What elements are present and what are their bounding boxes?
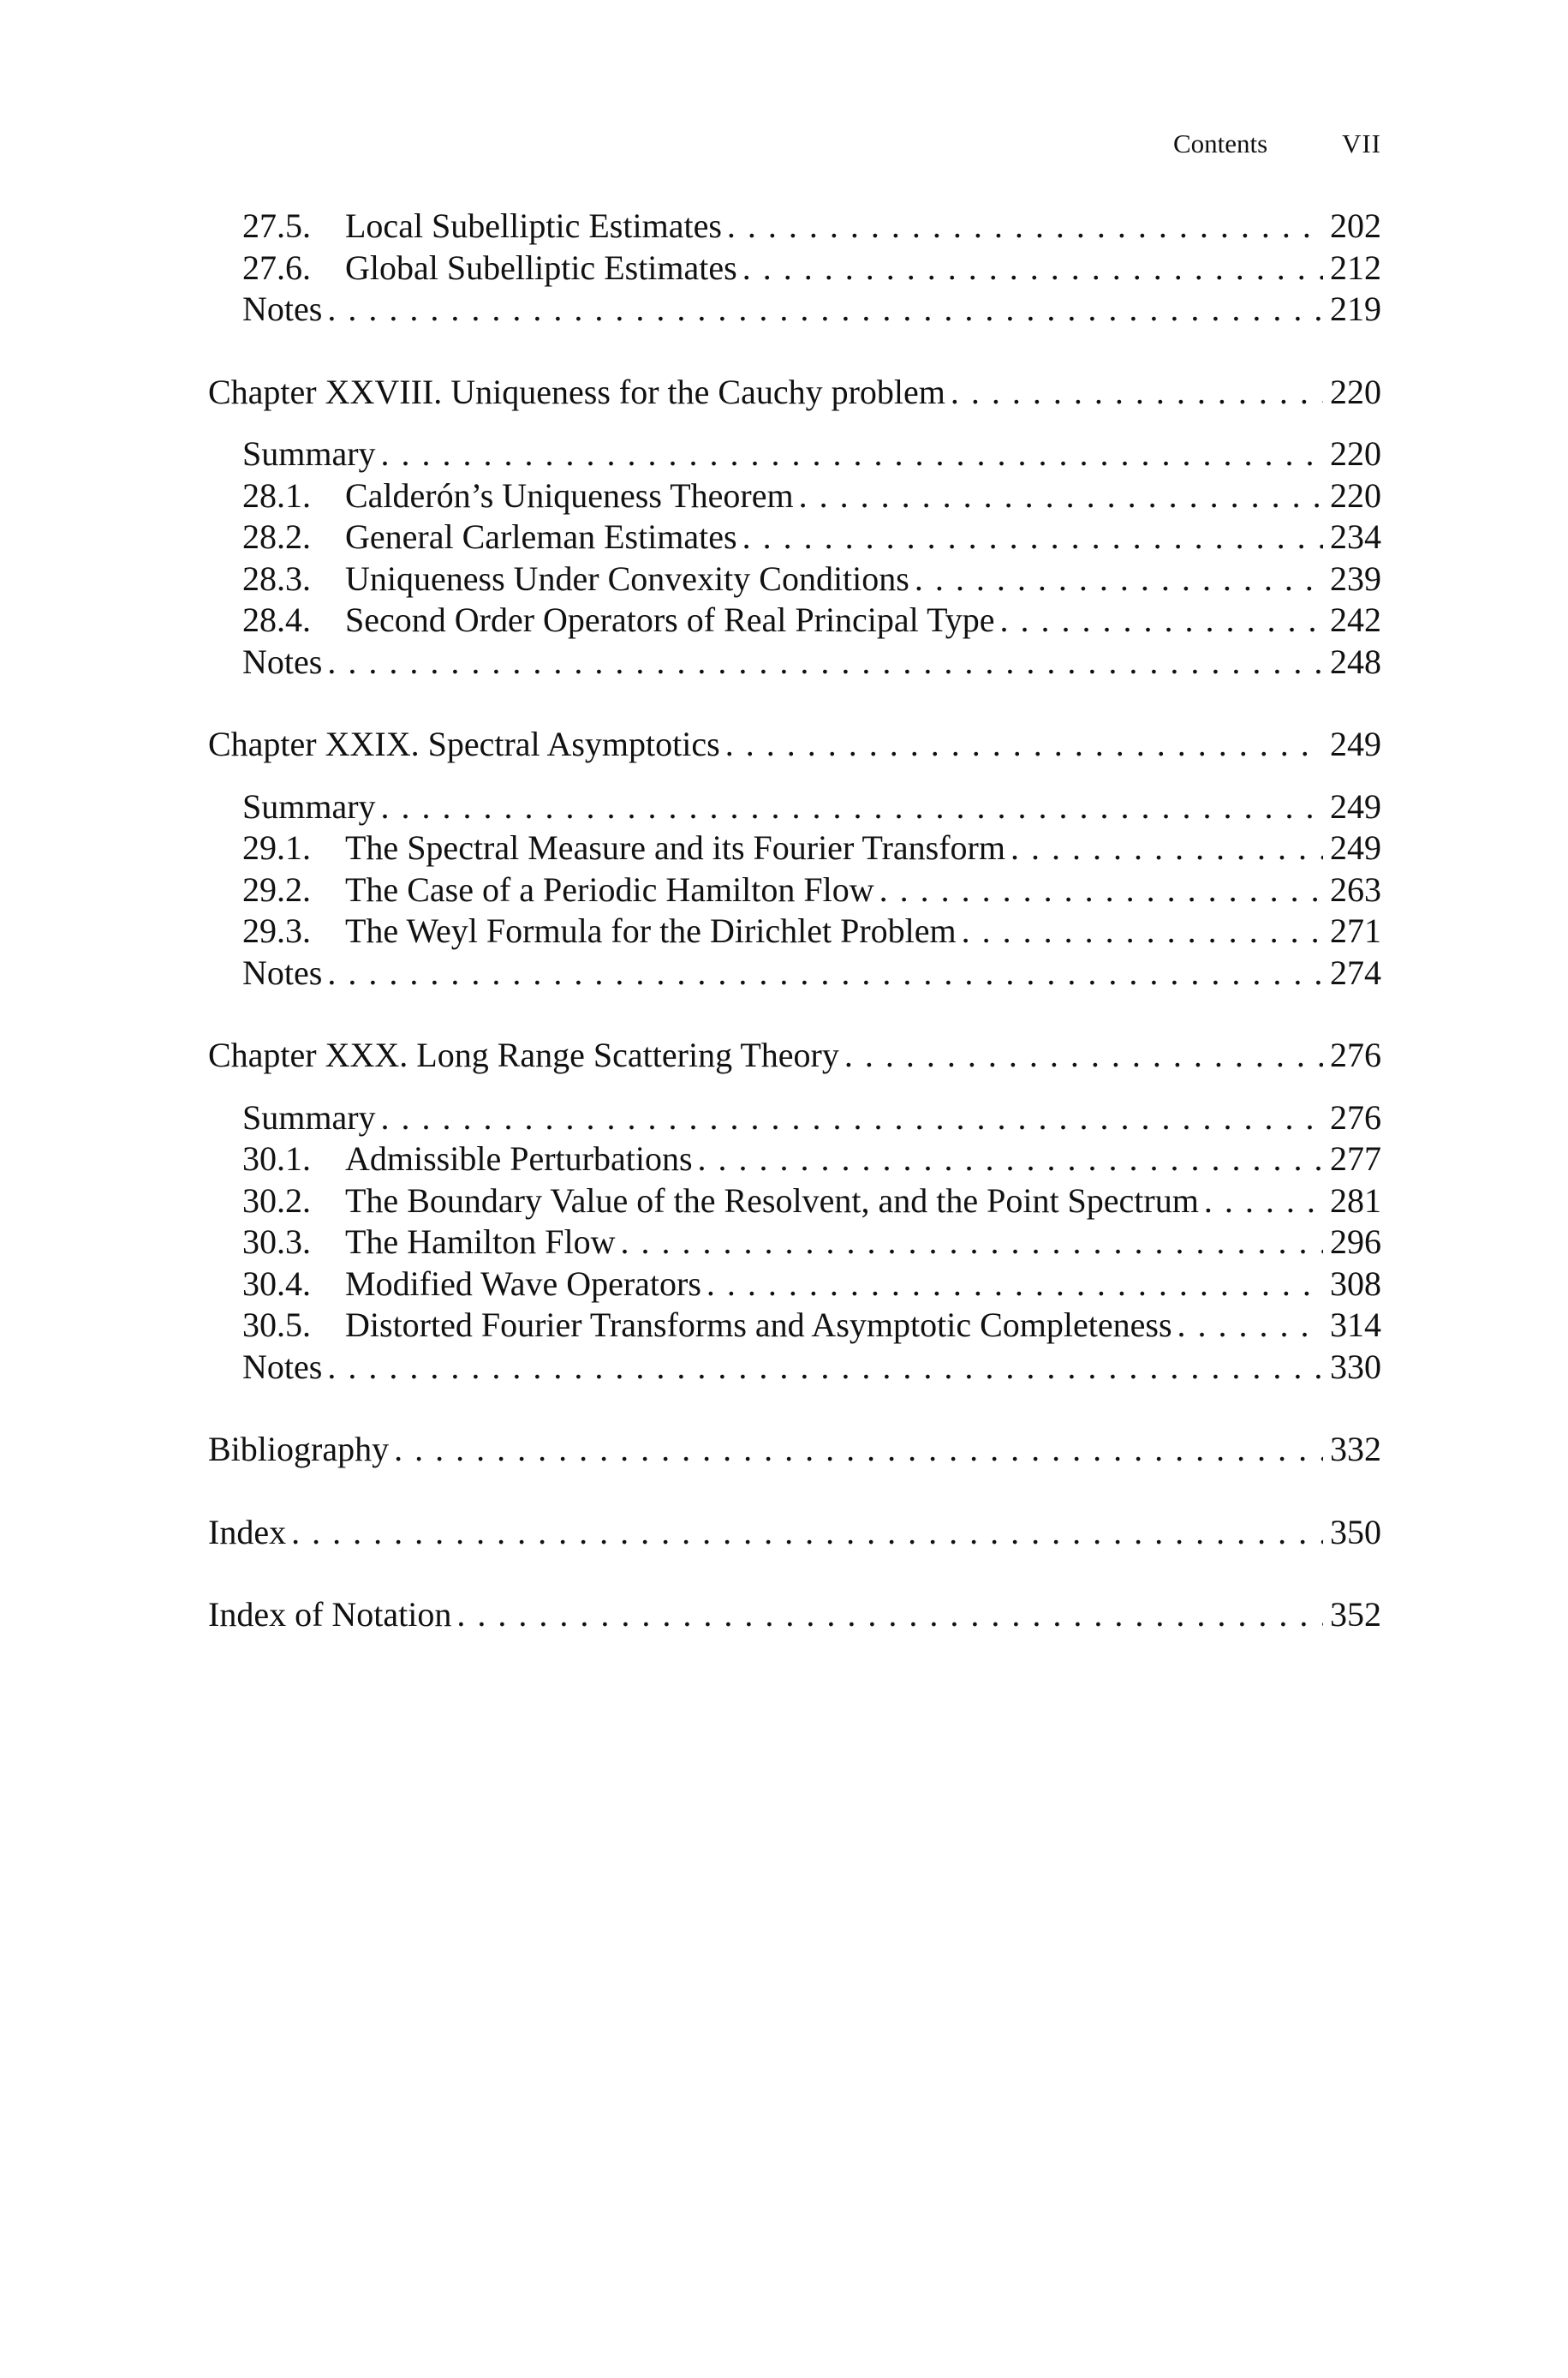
toc-chapter-page: 350 [1330, 1512, 1381, 1551]
toc-entry-title: The Case of a Periodic Hamilton Flow [345, 869, 874, 909]
toc-entry-number: 29.2. [242, 869, 311, 909]
toc-entry-page: 249 [1330, 828, 1381, 867]
toc-entry[interactable] [208, 1138, 1381, 1180]
table-of-contents [208, 206, 1381, 1636]
toc-entry[interactable] [208, 1097, 1381, 1139]
toc-entry-page: 212 [1330, 248, 1381, 287]
toc-entry[interactable] [208, 248, 1381, 290]
dot-leader [725, 724, 1323, 766]
toc-entry[interactable] [208, 828, 1381, 869]
toc-chapter-title: Bibliography [208, 1430, 390, 1468]
dot-leader [381, 433, 1323, 475]
toc-entry-page: 314 [1330, 1306, 1381, 1344]
toc-entry-number: 30.2. [242, 1180, 311, 1220]
toc-chapter-title: Chapter XXIX. Spectral Asymptotics [208, 725, 720, 763]
toc-entry-number: 28.2. [242, 517, 311, 556]
toc-entry-title: Notes [242, 953, 323, 992]
toc-entry[interactable] [208, 1180, 1381, 1222]
dot-leader [291, 1512, 1323, 1554]
dot-leader [742, 517, 1323, 559]
toc-entry[interactable] [208, 517, 1381, 559]
toc-entry-number: 30.4. [242, 1264, 311, 1303]
dot-leader [915, 559, 1323, 600]
toc-entry[interactable] [208, 433, 1381, 475]
toc-entry-number: 30.5. [242, 1306, 311, 1344]
toc-entry-page: 330 [1330, 1347, 1381, 1386]
dot-leader [327, 1347, 1323, 1389]
dot-leader [327, 953, 1323, 995]
toc-entry[interactable] [208, 206, 1381, 248]
toc-back-matter-index-of-notation[interactable] [208, 1594, 1381, 1636]
toc-entry[interactable] [208, 289, 1381, 331]
toc-chapter-page: 352 [1330, 1595, 1381, 1634]
toc-entry-title: Calderón’s Uniqueness Theorem [345, 475, 794, 515]
toc-back-matter-index[interactable] [208, 1512, 1381, 1554]
toc-entry-title: The Weyl Formula for the Dirichlet Problem [345, 911, 957, 950]
toc-entry-title: Summary [242, 1097, 376, 1137]
dot-leader [999, 600, 1323, 642]
toc-entry-title: The Hamilton Flow [345, 1222, 616, 1261]
toc-chapter-page: 332 [1330, 1430, 1381, 1468]
dot-leader [879, 869, 1323, 911]
toc-entry-number: 28.1. [242, 475, 311, 515]
toc-entry-number: 27.5. [242, 206, 311, 245]
toc-chapter-heading[interactable] [208, 724, 1381, 766]
dot-leader [844, 1035, 1323, 1077]
toc-entry-title: Global Subelliptic Estimates [345, 248, 737, 287]
running-header [0, 128, 1568, 166]
toc-entry-page: 234 [1330, 517, 1381, 556]
dot-leader [698, 1138, 1323, 1180]
toc-entry[interactable] [208, 600, 1381, 642]
dot-leader [456, 1594, 1323, 1636]
dot-leader [1177, 1305, 1323, 1347]
dot-leader [394, 1429, 1323, 1471]
toc-entry-page: 249 [1330, 786, 1381, 826]
running-header-page-number: VII [1341, 128, 1381, 158]
toc-entry-title: Summary [242, 786, 376, 826]
dot-leader [799, 475, 1323, 517]
dot-leader [727, 206, 1323, 248]
toc-entry-page: 276 [1330, 1097, 1381, 1137]
toc-entry[interactable] [208, 869, 1381, 911]
toc-entry-title: General Carleman Estimates [345, 517, 737, 556]
toc-entry[interactable] [208, 475, 1381, 517]
toc-entry[interactable] [208, 786, 1381, 828]
toc-entry-page: 271 [1330, 911, 1381, 950]
toc-entry-page: 308 [1330, 1264, 1381, 1303]
toc-chapter-title: Chapter XXVIII. Uniqueness for the Cauchy problem [208, 372, 945, 411]
toc-entry-number: 30.3. [242, 1222, 311, 1261]
toc-entry-page: 277 [1330, 1139, 1381, 1178]
toc-entry-number: 28.4. [242, 600, 311, 639]
dot-leader [381, 786, 1323, 828]
toc-entry-page: 219 [1330, 290, 1381, 328]
dot-leader [327, 289, 1323, 331]
toc-chapter-page: 249 [1330, 725, 1381, 763]
toc-entry-number: 28.3. [242, 559, 311, 598]
toc-entry-page: 263 [1330, 869, 1381, 909]
dot-leader [1204, 1180, 1323, 1222]
toc-chapter-title: Index of Notation [208, 1595, 452, 1634]
toc-entry-number: 27.6. [242, 248, 311, 287]
dot-leader [621, 1222, 1323, 1264]
toc-entry-page: 242 [1330, 600, 1381, 639]
toc-entry-title: Summary [242, 434, 376, 473]
toc-entry-title: Modified Wave Operators [345, 1264, 701, 1303]
toc-entry[interactable] [208, 1305, 1381, 1347]
toc-entry-title: Uniqueness Under Convexity Conditions [345, 559, 909, 598]
toc-entry-number: 29.3. [242, 911, 311, 950]
toc-entry-page: 202 [1330, 206, 1381, 245]
toc-entry-page: 220 [1330, 475, 1381, 515]
toc-entry[interactable] [208, 911, 1381, 953]
toc-entry-page: 296 [1330, 1222, 1381, 1261]
dot-leader [742, 248, 1323, 290]
dot-leader [962, 911, 1323, 953]
dot-leader [381, 1097, 1323, 1139]
toc-entry[interactable] [208, 1222, 1381, 1264]
dot-leader [706, 1264, 1323, 1306]
dot-leader [951, 372, 1323, 414]
toc-back-matter-bibliography[interactable] [208, 1429, 1381, 1471]
toc-entry-page: 248 [1330, 642, 1381, 681]
toc-entry-page: 239 [1330, 559, 1381, 598]
dot-leader [327, 642, 1323, 684]
toc-entry-title: Admissible Perturbations [345, 1139, 693, 1178]
toc-entry-number: 29.1. [242, 828, 311, 867]
toc-entry-number: 30.1. [242, 1139, 311, 1178]
toc-chapter-heading[interactable] [208, 372, 1381, 414]
toc-entry-title: The Boundary Value of the Resolvent, and the Point Spectrum [345, 1180, 1199, 1220]
toc-entry-title: Notes [242, 290, 323, 328]
toc-entry-title: Notes [242, 642, 323, 681]
toc-entry-page: 274 [1330, 953, 1381, 992]
dot-leader [1011, 828, 1323, 869]
toc-chapter-title: Index [208, 1512, 287, 1551]
toc-entry-title: Distorted Fourier Transforms and Asymptotic Completeness [345, 1306, 1172, 1344]
toc-entry[interactable] [208, 1347, 1381, 1389]
toc-chapter-heading[interactable] [208, 1035, 1381, 1077]
running-header-section: Contents [1173, 128, 1268, 158]
toc-chapter-page: 220 [1330, 372, 1381, 411]
toc-entry[interactable] [208, 953, 1381, 995]
toc-entry-title: Second Order Operators of Real Principal Type [345, 600, 995, 639]
toc-entry[interactable] [208, 559, 1381, 600]
toc-entry-page: 220 [1330, 434, 1381, 473]
toc-chapter-page: 276 [1330, 1036, 1381, 1074]
toc-entry-title: Notes [242, 1347, 323, 1386]
toc-chapter-title: Chapter XXX. Long Range Scattering Theory [208, 1036, 839, 1074]
toc-entry[interactable] [208, 642, 1381, 684]
toc-entry-title: The Spectral Measure and its Fourier Transform [345, 828, 1005, 867]
toc-entry[interactable] [208, 1264, 1381, 1306]
toc-entry-page: 281 [1330, 1180, 1381, 1220]
toc-entry-title: Local Subelliptic Estimates [345, 206, 722, 245]
